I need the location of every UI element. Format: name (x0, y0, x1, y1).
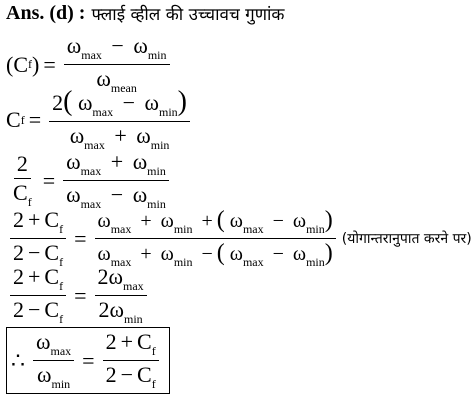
f-subscript: f (20, 112, 25, 127)
fraction-left: $\frac{2}{C_f}$ (13, 151, 32, 210)
numerator: $\omega_{max} - \omega_{min}$ (64, 34, 170, 65)
equals-sign: = (74, 225, 87, 251)
fraction-right: $\frac{\omega_{max} + \omega_{min}}{\omega_{max} - \omega_{min}}$ (63, 150, 169, 211)
answer-heading (6, 2, 284, 25)
equals-sign: = (43, 51, 56, 77)
fraction-left: $\frac{\omega_{max}}{\omega_{min}}$ (33, 330, 74, 391)
paren-close: ) (32, 51, 40, 77)
equals-sign: = (28, 107, 42, 133)
fraction (64, 34, 170, 95)
fraction-right: $\omega_{max} + \omega_{min}$ + ( $\omega_{max} - \omega_{min}$) $\omega_{max} + \omega_{min}$ − ( $\omega_{max} - \omega_{min}$) (95, 208, 336, 269)
result-box (6, 327, 170, 394)
equation-coefficient-formula (6, 88, 194, 152)
fraction-left: $\frac{2 + C_f}{2 - C_f}$ (10, 208, 66, 269)
equation-componendo-dividendo (6, 208, 472, 269)
paren-open: ( (6, 51, 14, 77)
final-result (6, 327, 170, 394)
equation-coefficient-definition (6, 34, 174, 95)
c-symbol: C (6, 107, 21, 133)
answer-description: फ्लाई व्हील की उच्चावच गुणांक (91, 5, 285, 25)
c-symbol: C (13, 51, 29, 77)
denominator: $\omega_{mean}$ (96, 66, 137, 96)
equals-sign: = (74, 282, 87, 308)
fraction-right: $\frac{2 + C_f}{2 - C_f}$ (103, 330, 159, 391)
componendo-note: (योगान्तरानुपात करने पर) (341, 231, 472, 248)
therefore-symbol: ∴ (11, 347, 25, 373)
fraction (49, 88, 190, 152)
equals-sign: = (82, 347, 95, 373)
numerator: 2( $\omega_{max} - \omega_{min}$) (49, 88, 190, 122)
equation-simplified-ratio (6, 265, 151, 326)
fraction-left: $\frac{2 + C_f}{2 - C_f}$ (10, 265, 66, 326)
fraction-right: $\frac{2\omega_{max}}{2\omega_{min}}$ (95, 265, 147, 326)
answer-label: Ans. (d) : (6, 2, 86, 24)
f-subscript: f (28, 57, 33, 72)
denominator: $\omega_{max} + \omega_{min}$ (69, 123, 170, 153)
equation-reciprocal (6, 150, 173, 211)
equals-sign: = (42, 167, 56, 193)
